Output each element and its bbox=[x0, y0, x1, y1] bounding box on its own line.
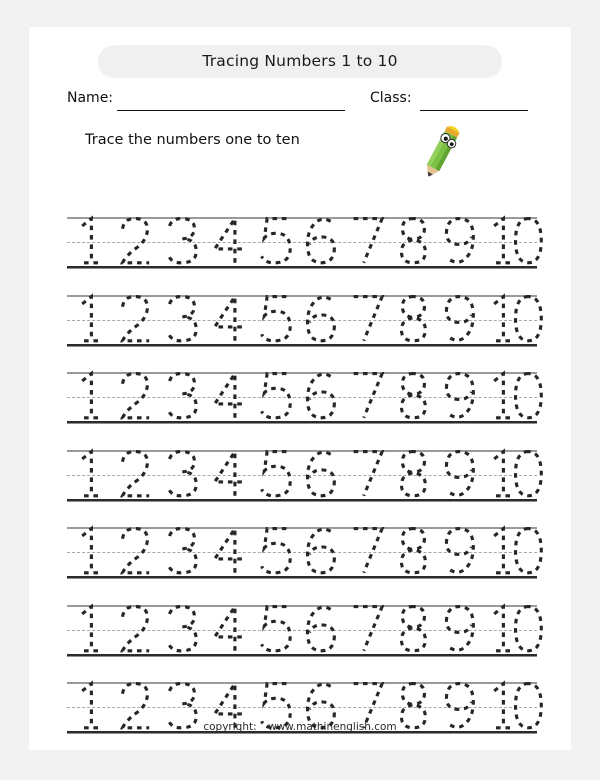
trace-digit[interactable] bbox=[169, 219, 197, 263]
trace-row[interactable] bbox=[67, 217, 537, 269]
trace-row[interactable] bbox=[67, 450, 537, 502]
trace-digit[interactable] bbox=[307, 529, 334, 573]
trace-digit[interactable] bbox=[123, 606, 150, 650]
trace-digit[interactable] bbox=[82, 374, 99, 418]
trace-digit[interactable] bbox=[82, 296, 99, 340]
trace-digit[interactable] bbox=[354, 219, 383, 263]
trace-digit[interactable] bbox=[307, 219, 334, 263]
class-label: Class: bbox=[370, 90, 412, 106]
trace-digit[interactable] bbox=[446, 529, 473, 573]
trace-digit[interactable] bbox=[446, 606, 473, 650]
trace-digit[interactable] bbox=[307, 374, 334, 418]
trace-digit[interactable] bbox=[494, 529, 541, 573]
trace-digit[interactable] bbox=[169, 529, 197, 573]
trace-digit[interactable] bbox=[401, 529, 425, 573]
trace-digit[interactable] bbox=[82, 219, 99, 263]
trace-digit[interactable] bbox=[401, 219, 425, 263]
trace-row[interactable] bbox=[67, 372, 537, 424]
row-digit-outlines bbox=[67, 369, 537, 427]
trace-digit[interactable] bbox=[354, 451, 383, 495]
trace-digit[interactable] bbox=[262, 451, 291, 495]
trace-digit[interactable] bbox=[401, 451, 425, 495]
trace-digit[interactable] bbox=[123, 374, 150, 418]
worksheet-sheet bbox=[29, 27, 571, 750]
row-digit-outlines bbox=[67, 447, 537, 505]
trace-digit[interactable] bbox=[215, 529, 244, 573]
website-url: www.mathinenglish.com bbox=[267, 721, 397, 733]
copyright-label: copyright: bbox=[203, 721, 257, 733]
row-digit-outlines bbox=[67, 292, 537, 350]
trace-digit[interactable] bbox=[354, 296, 383, 340]
trace-digit[interactable] bbox=[354, 374, 383, 418]
footer-copyright bbox=[29, 721, 571, 733]
row-digit-outlines bbox=[67, 524, 537, 582]
trace-digit[interactable] bbox=[307, 607, 334, 651]
trace-digit[interactable] bbox=[262, 296, 291, 340]
trace-digit[interactable] bbox=[82, 529, 99, 573]
trace-digit[interactable] bbox=[215, 451, 244, 495]
trace-digit[interactable] bbox=[307, 452, 334, 496]
trace-digit[interactable] bbox=[494, 451, 541, 495]
trace-digit[interactable] bbox=[82, 451, 99, 495]
trace-digit[interactable] bbox=[262, 374, 291, 418]
trace-digit[interactable] bbox=[401, 606, 425, 650]
instruction-text: Trace the numbers one to ten bbox=[85, 132, 300, 148]
trace-digit[interactable] bbox=[494, 374, 541, 418]
trace-digit[interactable] bbox=[215, 374, 244, 418]
trace-row[interactable] bbox=[67, 527, 537, 579]
trace-digit[interactable] bbox=[169, 296, 197, 340]
trace-digit[interactable] bbox=[446, 374, 473, 418]
trace-digit[interactable] bbox=[82, 606, 99, 650]
trace-digit[interactable] bbox=[215, 296, 244, 340]
trace-row[interactable] bbox=[67, 605, 537, 657]
trace-digit[interactable] bbox=[354, 606, 383, 650]
page-title: Tracing Numbers 1 to 10 bbox=[202, 52, 398, 70]
trace-digit[interactable] bbox=[123, 529, 150, 573]
trace-digit[interactable] bbox=[123, 451, 150, 495]
row-digit-outlines bbox=[67, 214, 537, 272]
row-digit-outlines bbox=[67, 602, 537, 660]
trace-digit[interactable] bbox=[169, 374, 197, 418]
trace-digit[interactable] bbox=[446, 451, 473, 495]
trace-digit[interactable] bbox=[169, 606, 197, 650]
trace-digit[interactable] bbox=[401, 374, 425, 418]
trace-digit[interactable] bbox=[123, 296, 150, 340]
trace-row[interactable] bbox=[67, 295, 537, 347]
trace-digit[interactable] bbox=[354, 529, 383, 573]
trace-digit[interactable] bbox=[262, 219, 291, 263]
trace-digit[interactable] bbox=[401, 296, 425, 340]
trace-digit[interactable] bbox=[215, 606, 244, 650]
trace-digit[interactable] bbox=[262, 529, 291, 573]
trace-digit[interactable] bbox=[123, 219, 150, 263]
trace-digit[interactable] bbox=[215, 219, 244, 263]
trace-digit[interactable] bbox=[262, 606, 291, 650]
trace-digit[interactable] bbox=[494, 606, 541, 650]
tracing-rows bbox=[29, 27, 571, 750]
trace-digit[interactable] bbox=[446, 219, 473, 263]
trace-digit[interactable] bbox=[446, 296, 473, 340]
trace-digit[interactable] bbox=[169, 451, 197, 495]
trace-digit[interactable] bbox=[494, 296, 541, 340]
trace-digit[interactable] bbox=[307, 297, 334, 341]
trace-digit[interactable] bbox=[494, 219, 541, 263]
name-label: Name: bbox=[67, 90, 114, 106]
